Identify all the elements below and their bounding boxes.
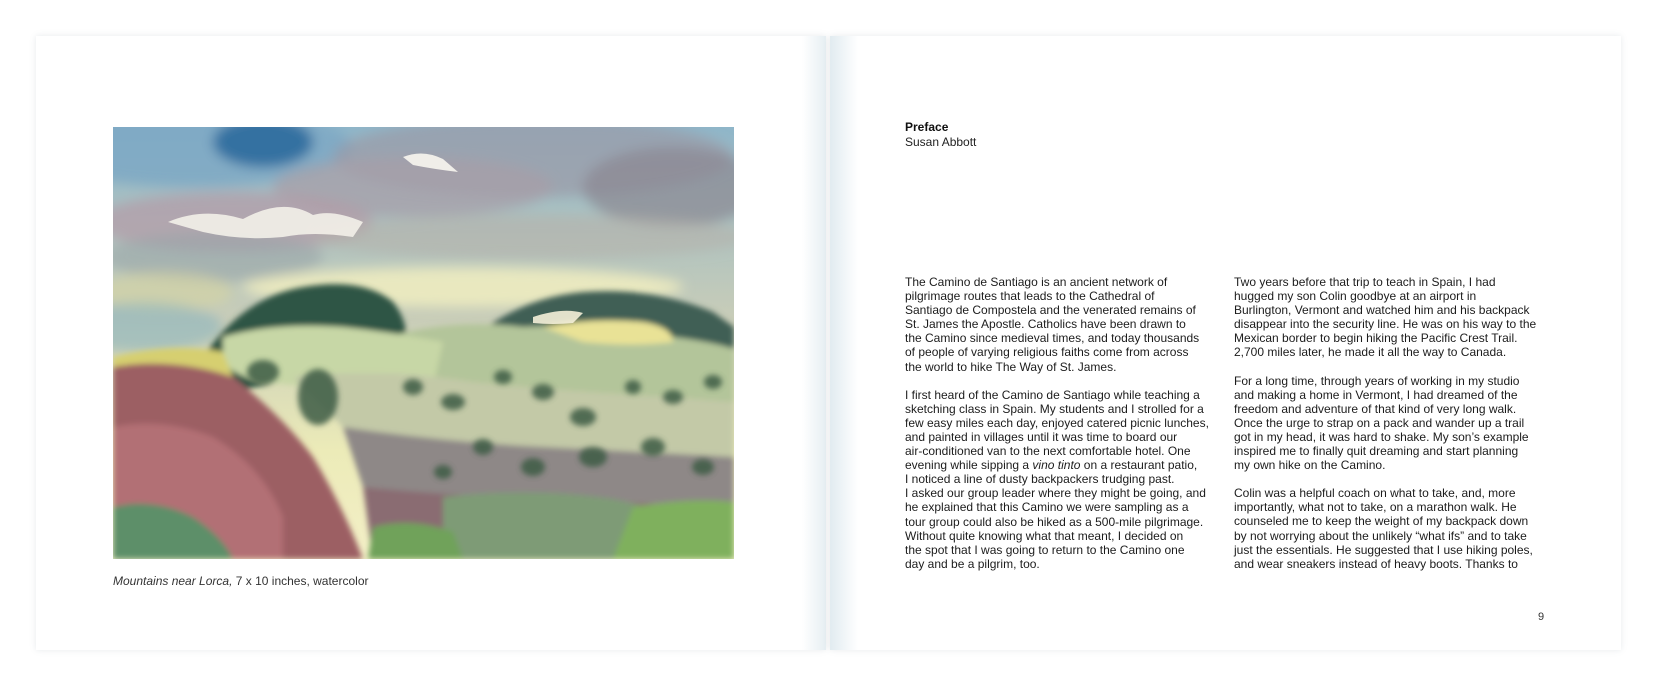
text-line: the Camino since medieval times, and today thousands: [905, 331, 1200, 346]
text-line: few easy miles each day, enjoyed catered picnic lunches,: [905, 415, 1209, 430]
text-line: Colin was a helpful coach on what to take, and, more: [1234, 486, 1516, 501]
text-line: I noticed a line of dusty backpackers trudging past.: [905, 472, 1175, 487]
text-line: The Camino de Santiago is an ancient network of: [905, 275, 1168, 289]
text-line: Two years before that trip to teach in Spain, I had: [1234, 275, 1496, 289]
text-line: 2,700 miles later, he made it all the way to Canada.: [1234, 345, 1507, 360]
left-page: [36, 36, 826, 650]
text-line: air-conditioned van to the next comfortable hotel. One: [905, 444, 1191, 459]
right-page: [830, 36, 1621, 650]
paragraph: [1234, 374, 1544, 473]
gutter-shadow: [830, 36, 858, 650]
landscape-image: [113, 127, 734, 559]
text-line: [905, 458, 1210, 472]
text-line: For a long time, through years of working in my studio: [1234, 373, 1520, 388]
text-line: I asked our group leader where they might be going, and: [905, 486, 1206, 501]
text-line: Without quite knowing what that meant, I decided on: [905, 528, 1184, 543]
text-line: disappear into the security line. He was on his way to the: [1234, 317, 1537, 332]
text-line: inspired me to finally quit dreaming and start planning: [1234, 444, 1519, 459]
text-column-1: [905, 275, 1210, 585]
preface-heading: [905, 120, 976, 150]
caption-title: Mountains near Lorca,: [113, 574, 233, 588]
italic-phrase: vino tinto: [1032, 458, 1081, 473]
text-line: freedom and adventure of that kind of very long walk.: [1234, 401, 1517, 416]
paragraph: [1234, 486, 1544, 571]
text-line: importantly, what not to take, on a marathon walk. He: [1234, 500, 1517, 515]
text-line: the world to hike The Way of St. James.: [905, 359, 1117, 374]
text-line: of people of varying religious faiths come from across: [905, 345, 1189, 360]
text-line: sketching class in Spain. My students and I strolled for a: [905, 401, 1204, 416]
text-line: got in my head, it was hard to shake. My son’s example: [1234, 429, 1529, 444]
text-line: Santiago de Compostela and the venerated remains of: [905, 303, 1196, 318]
text-line: Once the urge to strap on a pack and wander up a trail: [1234, 415, 1525, 430]
paragraph: [905, 275, 1210, 374]
text-line: my own hike on the Camino.: [1234, 458, 1386, 473]
text-segment: evening while sipping a: [905, 458, 1033, 473]
text-line: counseled me to keep the weight of my backpack down: [1234, 514, 1529, 529]
text-line: the spot that I was going to return to the Camino one: [905, 542, 1185, 557]
image-caption: [113, 574, 368, 588]
text-line: he explained that this Camino we were sampling as a: [905, 500, 1189, 515]
paragraph: [905, 388, 1210, 571]
text-line: and painted in villages until it was time to board our: [905, 429, 1178, 444]
text-line: I first heard of the Camino de Santiago while teaching a: [905, 387, 1200, 402]
preface-title: Preface: [905, 120, 949, 134]
gutter-shadow: [802, 36, 826, 650]
text-line: and making a home in Vermont, I had dreamed of the: [1234, 387, 1518, 402]
watercolor-painting: [113, 127, 734, 559]
text-column-2: [1234, 275, 1544, 585]
preface-author: Susan Abbott: [905, 135, 977, 149]
text-line: pilgrimage routes that leads to the Cathedral of: [905, 289, 1155, 304]
text-line: just the essentials. He suggested that I use hiking poles,: [1234, 542, 1533, 557]
page-number: 9: [1538, 611, 1545, 623]
book-spread: [36, 36, 1621, 650]
text-line: Burlington, Vermont and watched him and his backpack: [1234, 303, 1530, 318]
text-line: day and be a pilgrim, too.: [905, 556, 1040, 571]
text-line: Mexican border to begin hiking the Pacific Crest Trail.: [1234, 331, 1518, 346]
text-line: hugged my son Colin goodbye at an airport in: [1234, 289, 1477, 304]
text-line: tour group could also be hiked as a 500-mile pilgrimage.: [905, 514, 1204, 529]
text-line: by not worrying about the unlikely “what ifs” and to take: [1234, 528, 1527, 543]
caption-details: 7 x 10 inches, watercolor: [235, 574, 369, 588]
text-line: and wear sneakers instead of heavy boots. Thanks to: [1234, 556, 1518, 571]
paragraph: [1234, 275, 1544, 360]
text-line: St. James the Apostle. Catholics have been drawn to: [905, 317, 1186, 332]
text-segment: on a restaurant patio,: [1080, 458, 1198, 473]
